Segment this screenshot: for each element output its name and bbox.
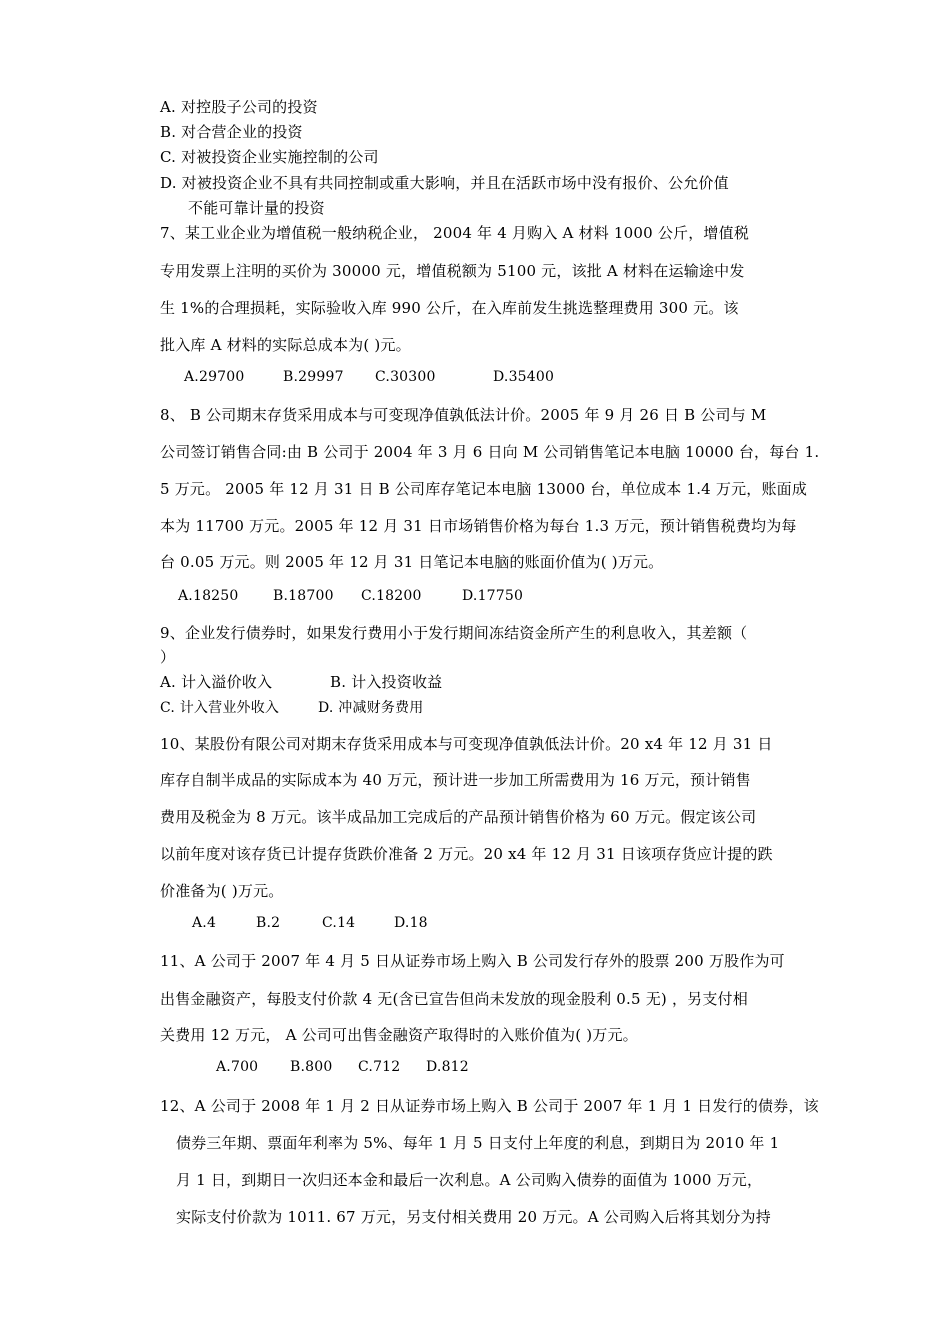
q10-line-4: 以前年度对该存货已计提存货跌价准备 2 万元。20 x4 年 12 月 31 日该项存货应计提的跌	[160, 845, 773, 863]
q11-line-1: 11、A 公司于 2007 年 4 月 5 日从证券市场上购入 B 公司发行存外的股票 200 万股作为可	[160, 952, 785, 970]
q11-option-d: D.812	[426, 1059, 469, 1075]
q11-option-a: A.700	[216, 1059, 259, 1075]
q12-line-1: 12、A 公司于 2008 年 1 月 2 日从证券市场上购入 B 公司于 2007 年 1 月 1 日发行的债券，该	[160, 1097, 819, 1115]
q6-option-a: A. 对控股子公司的投资	[160, 98, 318, 116]
q12-line-2: 债券三年期、票面年利率为 5%、每年 1 月 5 日支付上年度的利息，到期日为 2010 年 1	[176, 1134, 780, 1152]
q8-option-a: A.18250	[178, 588, 239, 604]
q12-line-3: 月 1 日，到期日一次归还本金和最后一次利息。A 公司购入债券的面值为 1000 万元，	[176, 1171, 763, 1189]
q7-option-d: D.35400	[493, 369, 555, 385]
q11-line-3: 关费用 12 万元， A 公司可出售金融资产取得时的入账价值为( )万元。	[160, 1026, 638, 1044]
q8-line-2: 公司签订销售合同:由 B 公司于 2004 年 3 月 6 日向 M 公司销售笔记本电脑 10000 台，每台 1.	[160, 443, 820, 461]
q9-option-c: C. 计入营业外收入	[160, 700, 280, 716]
q7-option-c: C.30300	[375, 369, 436, 385]
q8-option-d: D.17750	[462, 588, 524, 604]
q7-line-1: 7、某工业企业为增值税一般纳税企业， 2004 年 4 月购入 A 材料 1000 公斤，增值税	[160, 224, 750, 242]
q8-option-b: B.18700	[273, 588, 334, 604]
q7-option-b: B.29997	[283, 369, 344, 385]
q6-option-d: D. 对被投资企业不具有共同控制或重大影响，并且在活跃市场中没有报价、公允价值	[160, 174, 729, 192]
q8-line-3: 5 万元。 2005 年 12 月 31 日 B 公司库存笔记本电脑 13000 台，单位成本 1.4 万元，账面成	[160, 480, 808, 498]
q11-line-2: 出售金融资产，每股支付价款 4 无(含已宣告但尚未发放的现金股利 0.5 无) ，另支付相	[160, 990, 748, 1008]
q7-line-2: 专用发票上注明的买价为 30000 元，增值税额为 5100 元，该批 A 材料在运输途中发	[160, 262, 745, 280]
q11-option-c: C.712	[358, 1059, 401, 1075]
q10-option-c: C.14	[322, 915, 356, 931]
q8-line-5: 台 0.05 万元。则 2005 年 12 月 31 日笔记本电脑的账面价值为( )万元。	[160, 553, 664, 571]
q9-line-2: ）	[160, 648, 176, 666]
q9-option-a: A. 计入溢价收入	[160, 673, 273, 691]
q8-line-1: 8、 B 公司期末存货采用成本与可变现净值孰低法计价。2005 年 9 月 26 日 B 公司与 M	[160, 406, 767, 424]
q7-line-3: 生 1%的合理损耗，实际验收入库 990 公斤，在入库前发生挑选整理费用 300 元。该	[160, 299, 739, 317]
q10-line-3: 费用及税金为 8 万元。该半成品加工完成后的产品预计销售价格为 60 万元。假定该公司	[160, 808, 757, 826]
q11-option-b: B.800	[290, 1059, 333, 1075]
q10-line-5: 价准备为( )万元。	[160, 882, 284, 900]
q7-line-4: 批入库 A 材料的实际总成本为( )元。	[160, 336, 411, 354]
q10-line-1: 10、某股份有限公司对期末存货采用成本与可变现净值孰低法计价。20 x4 年 12 月 31 日	[160, 735, 773, 753]
q8-option-c: C.18200	[361, 588, 422, 604]
q6-option-b: B. 对合营企业的投资	[160, 123, 303, 141]
q9-option-d: D. 冲减财务费用	[318, 700, 424, 716]
q8-line-4: 本为 11700 万元。2005 年 12 月 31 日市场销售价格为每台 1.3 万元，预计销售税费均为每	[160, 517, 797, 535]
q10-option-b: B.2	[256, 915, 281, 931]
q9-option-b: B. 计入投资收益	[330, 673, 443, 691]
q12-line-4: 实际支付价款为 1011. 67 万元，另支付相关费用 20 万元。A 公司购入后将其划分为持	[176, 1208, 771, 1226]
q7-option-a: A.29700	[184, 369, 245, 385]
q9-line-1: 9、企业发行债券时，如果发行费用小于发行期间冻结资金所产生的利息收入，其差额（	[160, 624, 748, 642]
q10-line-2: 库存自制半成品的实际成本为 40 万元，预计进一步加工所需费用为 16 万元，预计销售	[160, 771, 751, 789]
q10-option-a: A.4	[192, 915, 217, 931]
q10-option-d: D.18	[394, 915, 428, 931]
q6-option-c: C. 对被投资企业实施控制的公司	[160, 148, 379, 166]
q6-option-d-continued: 不能可靠计量的投资	[188, 199, 325, 217]
